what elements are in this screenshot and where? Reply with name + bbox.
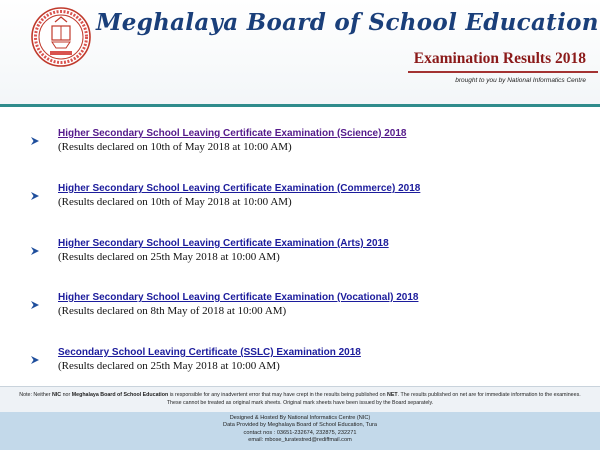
disclaimer-line-2: These cannot be treated as original mark sheets. Original mark sheets have been issued by the Board separately. — [166, 400, 434, 406]
exam-entry-science — [30, 128, 590, 158]
exam-date-commerce: (Results declared on 10th of May 2018 at 10:00 AM) — [58, 196, 292, 208]
exam-entry-sslc — [30, 347, 590, 377]
site-title: Meghalaya Board of School Education — [96, 9, 599, 36]
exam-entry-vocational — [30, 292, 590, 322]
footer-designed: Designed & Hosted By National Informatics Centre (NIC) — [229, 415, 371, 421]
arrow-bullet-icon — [30, 191, 40, 201]
note-prefix: Note: Neither — [19, 392, 52, 398]
note-net: NET — [387, 392, 398, 398]
arrow-bullet-icon — [30, 355, 40, 365]
exam-date-arts: (Results declared on 25th May 2018 at 10:00 AM) — [58, 251, 280, 263]
footer-email[interactable]: email: mbose_turatestred@rediffmail.com — [248, 437, 352, 444]
note-mid1: nor — [61, 392, 72, 398]
exam-date-vocational: (Results declared on 8th May of 2018 at 10:00 AM) — [58, 305, 287, 317]
footer-provided: Data Provided by Meghalaya Board of School Education, Tura — [223, 422, 377, 429]
note-nic: NIC — [51, 392, 62, 398]
exam-date-science: (Results declared on 10th of May 2018 at 10:00 AM) — [58, 141, 292, 153]
exam-link-science[interactable]: Higher Secondary School Leaving Certificate Examination (Science) 2018 — [58, 128, 407, 139]
arrow-bullet-icon — [30, 136, 40, 146]
results-title: Examination Results 2018 — [413, 50, 586, 67]
footer — [0, 412, 600, 450]
header-divider — [0, 104, 600, 107]
exam-link-commerce[interactable]: Higher Secondary School Leaving Certificate Examination (Commerce) 2018 — [58, 183, 421, 194]
exam-link-arts[interactable]: Higher Secondary School Leaving Certificate Examination (Arts) 2018 — [58, 238, 389, 249]
credit-line: brought to you by National Informatics Centre — [455, 77, 586, 84]
exam-date-sslc: (Results declared on 25th May 2018 at 10:00 AM) — [58, 360, 280, 372]
arrow-bullet-icon — [30, 246, 40, 256]
note-board: Meghalaya Board of School Education — [71, 392, 169, 398]
disclaimer-line-1 — [0, 391, 600, 399]
note-mid3: . The results published on net are for immediate information to the examinees. — [397, 392, 581, 398]
results-title-underline — [408, 71, 598, 73]
disclaimer-note — [0, 386, 600, 412]
exam-link-vocational[interactable]: Higher Secondary School Leaving Certificate Examination (Vocational) 2018 — [58, 292, 419, 303]
arrow-bullet-icon — [30, 300, 40, 310]
exam-entry-commerce — [30, 183, 590, 213]
board-seal-icon — [30, 6, 92, 68]
exam-link-sslc[interactable]: Secondary School Leaving Certificate (SSLC) Examination 2018 — [58, 347, 361, 358]
note-mid2: is responsible for any inadvertent error that may have crept in the results being published on — [168, 392, 388, 398]
exam-entry-arts — [30, 238, 590, 268]
footer-contact: contact nos : 03651-232674, 232875, 232271 — [243, 429, 357, 436]
header — [0, 0, 600, 104]
